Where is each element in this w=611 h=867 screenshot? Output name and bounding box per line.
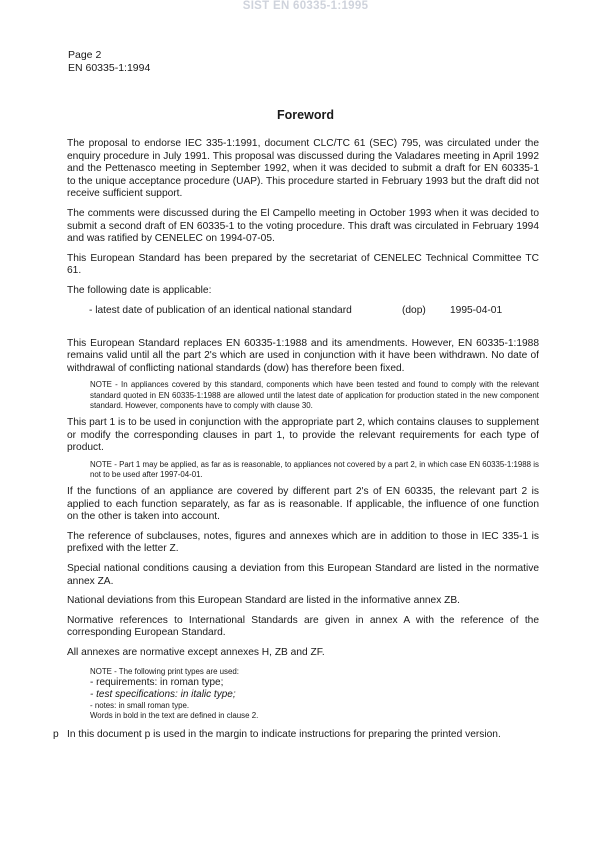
date-description: - latest date of publication of an identical national standard (89, 304, 352, 316)
paragraph-date-intro: The following date is applicable: (67, 284, 212, 296)
date-of-publication (89, 305, 539, 318)
print-type-small: - notes: in small roman type. (90, 701, 190, 711)
page-title: Foreword (277, 108, 334, 122)
page-header (68, 49, 150, 75)
margin-marker: p (53, 729, 59, 741)
margin-marker-text: In this document p is used in the margin to indicate instructions for preparing the printed version. (67, 729, 501, 741)
standard-id: EN 60335-1:1994 (68, 62, 151, 74)
paragraph-national-deviations: National deviations from this European Standard are listed in the informative annex ZB. (67, 595, 460, 607)
note-print-types (90, 667, 539, 722)
foreword-body (53, 138, 539, 742)
paragraph-secretariat: This European Standard has been prepared by the secretariat of CENELEC Technical Committee TC 61. (67, 252, 539, 277)
note-part1-applied: NOTE - Part 1 may be applied, as far as is reasonable, to appliances not covered by a part 2, in which case EN 60335-1:1988 is not to be used after 1997-04-01. (90, 459, 539, 479)
note-components: NOTE - In appliances covered by this standard, components which have been tested and found to comply with the relevant standard quoted in EN 60335-1:1988 are allowed until the latest date of application for production stated in the new component standard. However, components have to comply with clause 30. (90, 380, 539, 410)
print-types-intro: NOTE - The following print types are used: (90, 666, 239, 676)
watermark: SIST EN 60335-1:1995 (242, 0, 369, 12)
paragraph-proposal: The proposal to endorse IEC 335-1:1991, document CLC/TC 61 (SEC) 795, was circulated under the enquiry procedure in July 1991. This proposal was discussed during the Valadares meeting in April 1992 and the Pettenasco meeting in September 1992, when it was decided to submit a draft for EN 60335-1 to the unique acceptance procedure (UAP). This procedure started in February 1993 but the draft did not receive sufficient support. (67, 138, 539, 200)
paragraph-annexes: All annexes are normative except annexes H, ZB and ZF. (67, 647, 325, 659)
paragraph-prefix-z: The reference of subclauses, notes, figures and annexes which are in addition to those in IEC 335-1 is prefixed with the letter Z. (67, 530, 539, 555)
print-type-bold: Words in bold in the text are defined in clause 2. (90, 711, 259, 721)
paragraph-comments: The comments were discussed during the El Campello meeting in October 1993 when it was decided to submit a second draft of EN 60335-1 to the voting procedure. This draft was circulated in February 1994 and was ratified by CENELEC on 1994-07-05. (67, 207, 539, 245)
paragraph-special-conditions: Special national conditions causing a deviation from this European Standard are listed in the normative annex ZA. (67, 563, 539, 587)
paragraph-part1-usage: This part 1 is to be used in conjunction with the appropriate part 2, which contains clauses to supplement or modify the corresponding clauses in part 1, to provide the relevant requirements for each type of product. (67, 416, 539, 454)
date-value: 1995-04-01 (450, 304, 503, 316)
print-type-italic: - test specifications: in italic type; (90, 689, 236, 701)
page-number: Page 2 (68, 49, 102, 61)
paragraph-functions: If the functions of an appliance are covered by different part 2's of EN 60335, the relevant part 2 is applied to each function separately, as far as is reasonable. If applicable, the influence of one function on the other is taken into account. (67, 486, 539, 523)
paragraph-replaces: This European Standard replaces EN 60335-1:1988 and its amendments. However, EN 60335-1:1988 remains valid until all the part 2's which are used in conjunction with it have been withdrawn. No date of withdrawal of conflicting national standards (dow) has therefore been fixed. (67, 337, 539, 374)
paragraph-margin-marker (53, 729, 539, 742)
paragraph-normative-references: Normative references to International Standards are given in annex A with the reference of the corresponding European Standard. (67, 614, 539, 639)
print-type-roman: - requirements: in roman type; (90, 677, 224, 689)
date-code: (dop) (402, 304, 426, 316)
